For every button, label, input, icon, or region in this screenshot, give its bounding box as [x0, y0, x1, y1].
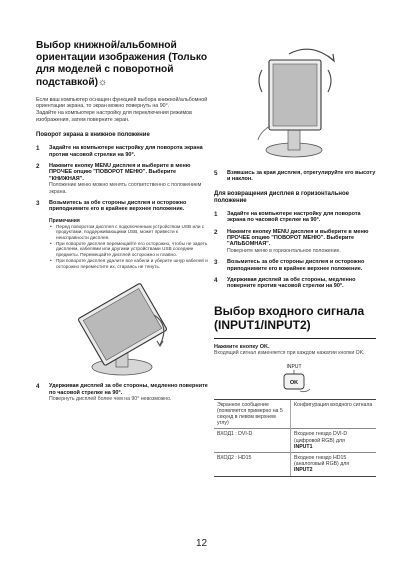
- step-text: Удерживая дисплей за обе стороны, медленно поверните по часовой стрелке на 90°.: [49, 383, 208, 396]
- step-number: 5: [214, 170, 218, 177]
- input-button-illustration: [214, 361, 376, 395]
- step-number: 3: [36, 199, 40, 207]
- return-step-2: [214, 229, 376, 255]
- table-cell: Конфигурация входного сигнала: [291, 399, 377, 429]
- notes-title: Примечания: [49, 217, 80, 224]
- press-ok-note: Входящий сигнал изменяется при каждом нажатии кнопки OK.: [214, 350, 365, 357]
- ok-button-icon: [214, 361, 376, 395]
- step-text: Возьмитесь за обе стороны дисплея и осторожно приподнимите его в крайнее верхнее положение.: [49, 199, 187, 213]
- step-number: 4: [214, 276, 218, 284]
- input-signal-table: [214, 399, 376, 477]
- step-text: Взявшись за края дисплея, отрегулируйте его высоту и наклон.: [227, 170, 376, 183]
- button-label: INPUT: [286, 363, 302, 370]
- table-row: [214, 429, 376, 453]
- rotating-monitor-illustration: [36, 277, 208, 379]
- tip-icon: ☼: [98, 76, 108, 88]
- table-row: [214, 452, 376, 476]
- step-3: [36, 200, 208, 213]
- step-text: Нажмите кнопку MENU дисплея и выберите в меню ПРОЧЕЕ опцию "ПОВОРОТ МЕНЮ". Выберите "КНИЖНАЯ".: [49, 163, 191, 182]
- step-number: 1: [36, 145, 40, 153]
- notes-block: [49, 218, 208, 270]
- table-cell: Входное гнездо HD15 (аналоговый RGB) для INPUT2: [291, 452, 377, 476]
- step-text: Задайте на компьютере настройку для поворота экрана против часовой стрелки на 90°.: [49, 145, 203, 158]
- step-5: [214, 170, 376, 183]
- step-number: 2: [36, 163, 40, 170]
- table-row: [214, 399, 376, 429]
- step-note: Повернуть дисплей более чем на 90° невозможно.: [49, 396, 172, 403]
- step-1: [36, 145, 208, 158]
- landscape-subheading: Для возвращения дисплея в горизонтальное положение: [214, 190, 350, 204]
- input-select-heading: Выбор входного сигнала (INPUT1/INPUT2): [214, 303, 365, 332]
- monitor-tilted-icon: [36, 277, 208, 379]
- portrait-subheading: Поворот экрана в книжное положение: [36, 132, 150, 139]
- step-number: 4: [36, 383, 40, 391]
- left-column: [36, 40, 208, 407]
- step-2: [36, 163, 208, 195]
- step-number: 2: [214, 228, 218, 236]
- right-column: [214, 40, 376, 477]
- note-item: • При повороте дисплея перемещайте его осторожно, чтобы не задеть дисплеем, кабелями или другими устройствами USB соседние предметы. Перемещайте дисплей осторожно и плавно.: [49, 241, 208, 258]
- table-cell: ВХОД1 : DVI-D: [214, 429, 291, 453]
- step-text: Задайте на компьютере настройку для поворота экрана по часовой стрелке на 90°.: [227, 210, 361, 224]
- return-step-4: [214, 277, 376, 290]
- press-ok-instruction: Нажмите кнопку OK.: [214, 343, 270, 350]
- portrait-monitor-illustration: [214, 40, 376, 162]
- step-4: [36, 383, 208, 402]
- monitor-portrait-icon: [214, 40, 376, 162]
- intro-paragraph: Если ваш компьютер оснащен функцией выбора книжной/альбомной ориентации экрана, то экран можно повернуть на 90°. Задайте на компьютере настройку для переключения режимов изображения, затем поверните экран.: [36, 96, 208, 123]
- step-note: Поверните меню в горизонтальное положение.: [227, 247, 341, 254]
- note-item: • При повороте дисплея удалите все кабели и уберите шнур кабелей и осторожно переместите их, стараясь не тянуть.: [49, 258, 208, 269]
- heading-divider: [214, 338, 376, 339]
- table-cell: Экранное сообщение (появляется примерно на 5 секунд в левом верхнем углу): [214, 399, 291, 429]
- page-number: 12: [196, 538, 208, 549]
- return-step-1: [214, 211, 376, 224]
- button-key: OK: [289, 379, 299, 386]
- table-cell: ВХОД2 : HD15: [214, 452, 291, 476]
- step-text: Возьмитесь за обе стороны дисплея и осторожно приподнимите его в крайнее верхнее положение.: [227, 259, 365, 272]
- step-number: 1: [214, 210, 218, 218]
- step-number: 3: [214, 259, 218, 267]
- return-step-3: [214, 259, 376, 272]
- step-text: Нажмите кнопку MENU дисплея и выберите в меню ПРОЧЕЕ опцию "ПОВОРОТ МЕНЮ". Выберите "АЛЬБОМНАЯ".: [227, 228, 369, 248]
- step-text: Удерживая дисплей за обе стороны, медленно поверните против часовой стрелки на 90°.: [227, 276, 356, 290]
- table-cell: Входное гнездо DVI-D (цифровой RGB) для INPUT1: [291, 429, 377, 453]
- step-note: Положение меню можно менять соответственно с положением экрана.: [49, 182, 202, 195]
- note-item: • Перед поворотом дисплея с подключенным устройством USB или с продуктами, поддерживающими USB, может привести к неисправности дисплея.: [49, 224, 208, 241]
- orientation-heading: Выбор книжной/альбомной ориентации изображения (Только для моделей с поворотной подставкой)☼: [36, 40, 208, 88]
